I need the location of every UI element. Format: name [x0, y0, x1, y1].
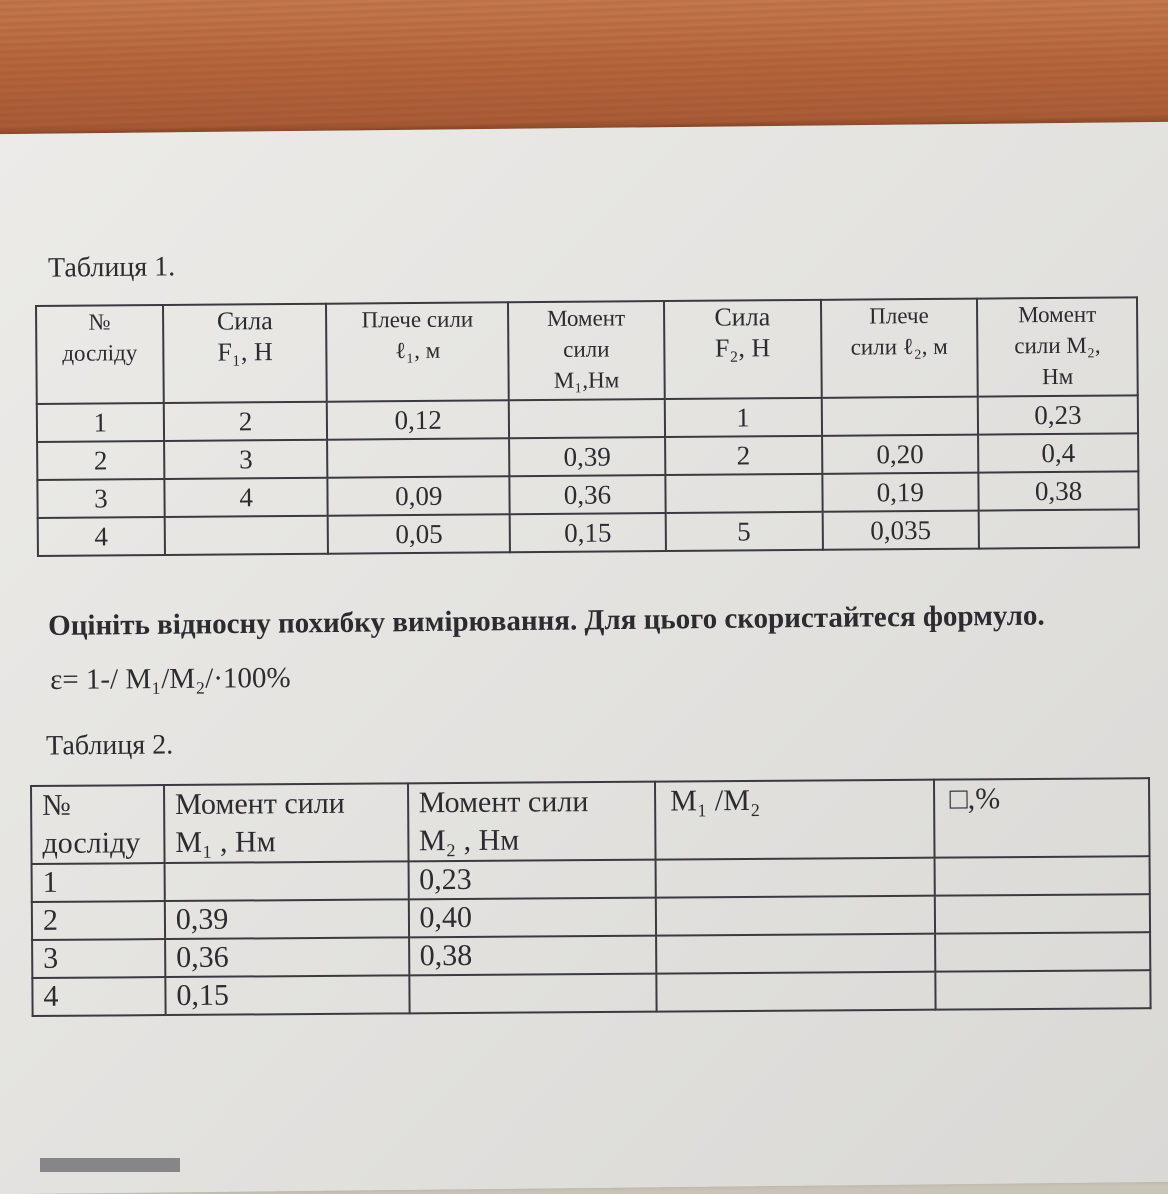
- table-cell: 0,38: [979, 471, 1139, 510]
- table-cell: [935, 932, 1150, 971]
- table-cell: 3: [37, 479, 164, 518]
- table2-header-cell: □,%: [934, 778, 1149, 857]
- table-cell: 2: [164, 402, 328, 441]
- table1-header-cell: Момент сили М₁,Нм: [508, 301, 665, 400]
- table-cell: 1: [665, 398, 822, 437]
- table-cell: 3: [164, 440, 328, 479]
- table-cell: 0,36: [509, 475, 665, 514]
- table-cell: 0,36: [165, 937, 409, 977]
- table-cell: 0,19: [822, 473, 979, 512]
- table-cell: 2: [665, 436, 822, 475]
- table-cell: 4: [164, 478, 328, 517]
- table-cell: [979, 509, 1139, 548]
- table-cell: 0,20: [822, 435, 979, 474]
- table-cell: 0,39: [509, 437, 665, 476]
- table-cell: 0,39: [165, 899, 409, 939]
- table1-header-row: [36, 297, 1138, 404]
- table-cell: 0,15: [165, 975, 409, 1015]
- table-1: [35, 296, 1140, 557]
- table-cell: [328, 438, 510, 477]
- table2-header-cell: № досліду: [31, 785, 164, 864]
- table1-header-cell: Момент сили М₂, Нм: [977, 297, 1138, 396]
- table-cell: 0,40: [408, 898, 656, 938]
- table-cell: [656, 934, 936, 974]
- error-formula: ε= 1-/ М₁/М₂/·100%: [50, 661, 291, 696]
- table-cell: 1: [37, 403, 164, 442]
- table-cell: 0,09: [328, 476, 510, 515]
- table-cell: 2: [32, 901, 165, 940]
- table-cell: 0,035: [822, 511, 979, 550]
- table-cell: [656, 858, 936, 898]
- table-cell: [935, 856, 1150, 895]
- table-cell: 3: [32, 939, 165, 978]
- table1-header-cell: Плече сили ℓ₁, м: [326, 302, 508, 401]
- table-cell: 0,4: [978, 433, 1138, 472]
- table2-header-cell: М₁ /М₂: [655, 780, 935, 860]
- table2-header-cell: Момент сили М₁ , Нм: [164, 783, 408, 863]
- table1-header-cell: № досліду: [36, 305, 164, 404]
- table-cell: 2: [37, 441, 164, 480]
- table-cell: 0,38: [409, 936, 657, 976]
- table1-header-cell: Сила F₂, Н: [664, 300, 821, 399]
- table-cell: [656, 972, 936, 1012]
- table1-caption: Таблиця 1.: [47, 251, 176, 284]
- table2-caption: Таблиця 2.: [45, 729, 174, 762]
- table-cell: [509, 399, 665, 438]
- table2-header-row: [31, 778, 1150, 864]
- table-cell: 0,23: [408, 860, 656, 900]
- table-cell: 4: [38, 517, 165, 556]
- table-cell: [936, 970, 1151, 1009]
- table-cell: [164, 861, 408, 901]
- instruction-text: Оцініть відносну похибку вимірювання. Для цього скористайтеся формуло.: [48, 599, 1045, 642]
- table-cell: [665, 474, 822, 513]
- table-cell: 0,05: [328, 514, 510, 553]
- table-row: [32, 970, 1150, 1016]
- table1-header-cell: Сила F₁, Н: [163, 304, 327, 403]
- table-cell: 5: [665, 512, 822, 551]
- table-cell: [656, 896, 936, 936]
- table-cell: [935, 894, 1150, 933]
- table-cell: [164, 516, 328, 555]
- table-row: [38, 509, 1139, 556]
- table-cell: 0,12: [327, 400, 509, 439]
- wooden-desk-background: [0, 0, 1168, 140]
- table1-header-cell: Плече сили ℓ₂, м: [820, 299, 977, 398]
- table-2: [30, 777, 1152, 1017]
- table-cell: 4: [32, 977, 165, 1016]
- table-cell: 1: [32, 863, 165, 902]
- table-cell: 0,15: [510, 513, 666, 552]
- table2-header-cell: Момент сили М₂ , Нм: [408, 782, 656, 862]
- table-cell: 0,23: [978, 395, 1138, 434]
- table-cell: [821, 397, 978, 436]
- table-cell: [409, 974, 657, 1014]
